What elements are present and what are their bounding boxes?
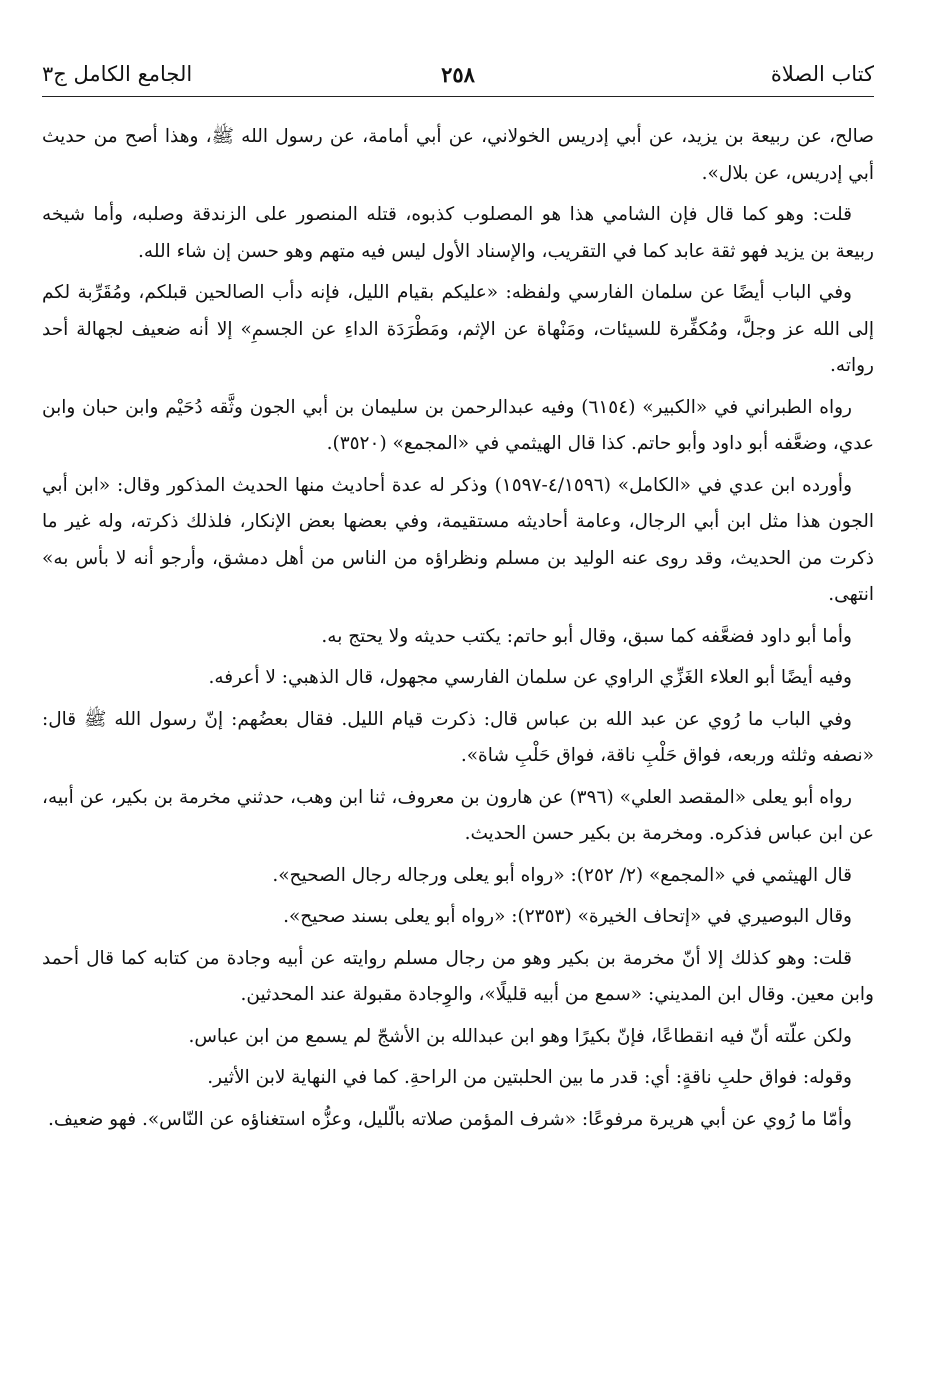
paragraph: قلت: وهو كما قال فإن الشامي هذا هو المصلوب كذبوه، قتله المنصور على الزندقة وصلبه، وأما شيخه ربيعة بن يزيد فهو ثقة عابد كما في التقريب، والإسناد الأول ليس فيه متهم وهو حسن إن شاء الله. [42, 204, 874, 262]
page-number: ٢٥٨ [441, 62, 475, 87]
paragraph: رواه الطبراني في «الكبير» (٦١٥٤) وفيه عبدالرحمن بن سليمان بن أبي الجون وثَّقه دُحَيْم وابن حبان وابن عدي، وضعَّفه أبو داود وأبو حاتم. كذا قال الهيثمي في «المجمع» (٣٥٢٠). [42, 396, 874, 454]
page-body [42, 119, 874, 1138]
book-section-title: كتاب الصلاة [770, 62, 874, 86]
paragraph: صالح، عن ربيعة بن يزيد، عن أبي إدريس الخولاني، عن أبي أمامة، عن رسول الله ﷺ، وهذا أصح من حديث أبي إدريس، عن بلال». [42, 126, 874, 184]
page-header [42, 58, 874, 97]
paragraph: وقال البوصيري في «إتحاف الخيرة» (٢٣٥٣): «رواه أبو يعلى بسند صحيح». [283, 906, 852, 927]
paragraph: وفيه أيضًا أبو العلاء الغَزِّي الراوي عن سلمان الفارسي مجهول، قال الذهبي: لا أعرفه. [208, 667, 852, 688]
paragraph: وقوله: فواق حلبِ ناقةٍ: أي: قدر ما بين الحلبتين من الراحةِ. كما في النهاية لابن الأثير. [207, 1067, 852, 1088]
paragraph: وفي الباب ما رُوي عن عبد الله بن عباس قال: ذكرت قيام الليل. فقال بعضُهم: إنّ رسول الله ﷺ قال: «نصفه وثلثه وربعه، فواق حَلْبِ ناقة، فواق حَلْبِ شاة». [42, 708, 874, 766]
paragraph: وأمّا ما رُوي عن أبي هريرة مرفوعًا: «شرف المؤمن صلاته بالّليل، وعزُّه استغناؤه عن النّاس». فهو ضعيف. [48, 1108, 852, 1130]
paragraph: قلت: وهو كذلك إلا أنّ مخرمة بن بكير وهو من رجال مسلم روايته عن أبيه وجادة من كتابه كما قال أحمد وابن معين. وقال ابن المديني: «سمع من أبيه قليلًا»، والوِجادة مقبولة عند المحدثين. [42, 947, 874, 1005]
book-page [42, 58, 874, 1358]
paragraph: رواه أبو يعلى «المقصد العلي» (٣٩٦) عن هارون بن معروف، ثنا ابن وهب، حدثني مخرمة بن بكير، عن أبيه، عن ابن عباس فذكره. ومخرمة بن بكير حسن الحديث. [42, 786, 874, 844]
book-title: الجامع الكامل ج٣ [42, 62, 193, 86]
paragraph: قال الهيثمي في «المجمع» (٢/ ٢٥٢): «رواه أبو يعلى ورجاله رجال الصحيح». [272, 864, 852, 886]
paragraph: ولكن علّته أنّ فيه انقطاعًا، فإنّ بكيرًا وهو ابن عبدالله بن الأشجّ لم يسمع من ابن عباس. [188, 1025, 852, 1047]
paragraph: وفي الباب أيضًا عن سلمان الفارسي ولفظه: «عليكم بقيام الليل، فإنه دأب الصالحين قبلكم، ومُقَرِّبة لكم إلى الله عز وجلَّ، ومُكفِّرة للسيئات، ومَنْهاة عن الإثم، ومَطْرَدَة الداءِ عن الجسمِ» إلا أنه ضعيف لجهالة أحد رواته. [42, 282, 874, 376]
paragraph: وأورده ابن عدي في «الكامل» (٤/١٥٩٦-١٥٩٧) وذكر له عدة أحاديث منها الحديث المذكور وقال: «ابن أبي الجون هذا مثل ابن أبي الرجال، وعامة أحاديثه مستقيمة، وفي بعضها بعض الإنكار، فلذلك ذكرته، وله غير ما ذكرت من الحديث، وقد روى عنه الوليد بن مسلم ونظراؤه من الناس من أهل دمشق، وأرجو أنه لا بأس به» انتهى. [42, 474, 874, 605]
paragraph: وأما أبو داود فضعَّفه كما سبق، وقال أبو حاتم: يكتب حديثه ولا يحتج به. [321, 625, 852, 647]
